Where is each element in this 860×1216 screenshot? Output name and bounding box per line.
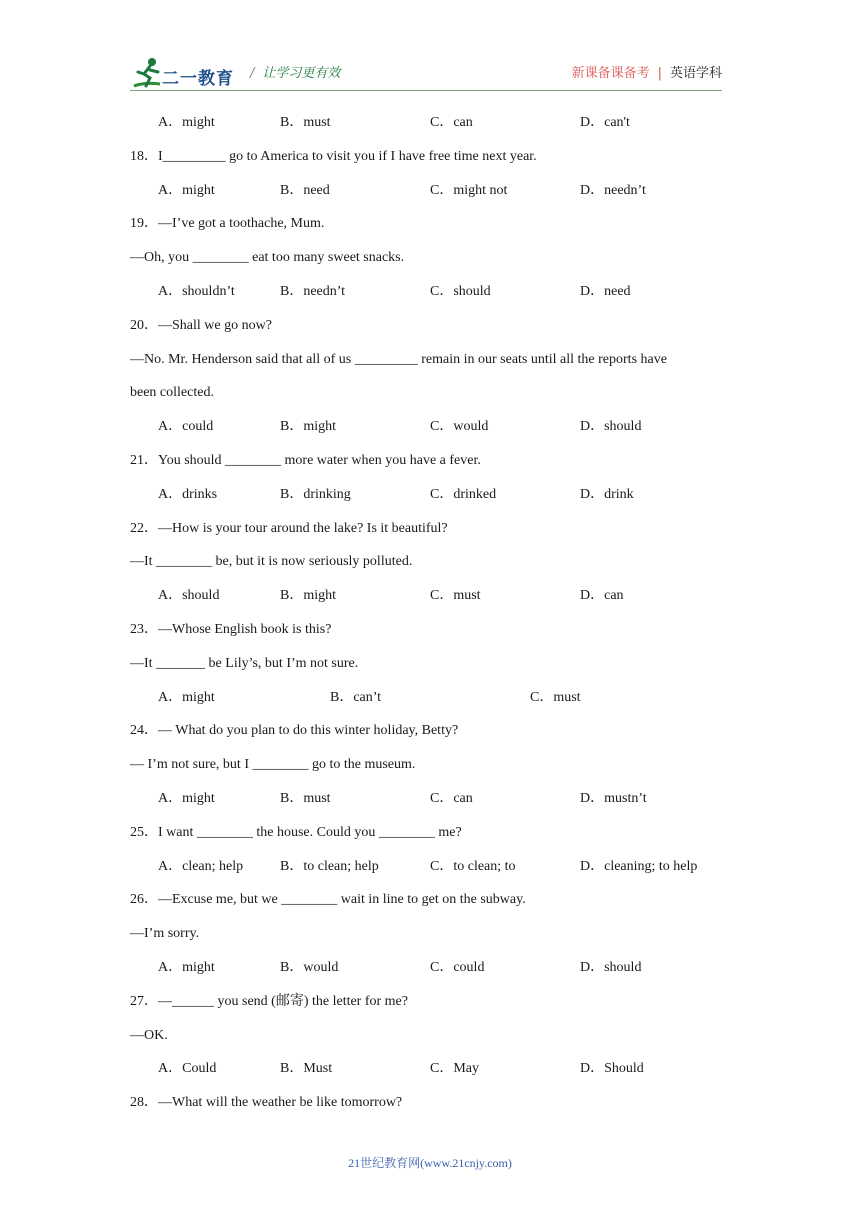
options-row: [130, 857, 730, 891]
options-row: [130, 586, 730, 620]
question-q24: [130, 721, 730, 822]
options-row: [130, 181, 730, 215]
header-subject: 新课备课备考 | 英语学科: [571, 66, 722, 81]
option-d: D．should: [580, 419, 642, 435]
option-a: A．might: [158, 115, 215, 130]
question-stem-line: been collected.: [130, 385, 214, 401]
question-stem-line: 28．—What will the weather be like tomorrow?: [130, 1095, 403, 1111]
option-b: B．needn’t: [280, 283, 346, 299]
question-stem-line: 21．You should ________ more water when you have a fever.: [130, 452, 481, 468]
option-b: B．must: [280, 790, 331, 806]
question-q20: [130, 316, 730, 451]
options-row: [130, 113, 730, 147]
option-a: A．clean; help: [158, 858, 244, 874]
option-d: D．can't: [580, 115, 630, 130]
logo-text: 二一教育: [162, 69, 234, 89]
option-a: A．might: [158, 689, 215, 705]
option-b: B．might: [280, 419, 337, 435]
page-header: [130, 56, 722, 92]
option-c: C．should: [430, 283, 491, 299]
question-stem-line: —No. Mr. Henderson said that all of us _________ remain in our seats until all the reports have: [130, 351, 667, 367]
options-row: [130, 958, 730, 992]
option-b: B．must: [280, 115, 331, 130]
option-c: C．May: [430, 1061, 479, 1077]
option-c: C．could: [430, 959, 485, 975]
question-stem-line: — I’m not sure, but I ________ go to the museum.: [130, 757, 416, 773]
option-c: C．might not: [430, 182, 508, 198]
options-row: [130, 282, 730, 316]
page-footer: 21世纪教育网(www.21cnjy.com): [348, 1156, 512, 1170]
question-q21: [130, 451, 730, 519]
slogan-text: 让学习更有效: [262, 66, 341, 81]
option-b: B．would: [280, 959, 339, 975]
header-divider: [130, 90, 722, 91]
option-b: B．to clean; help: [280, 858, 379, 874]
option-b: B．might: [280, 588, 337, 604]
header-course-label: 新课备课备考: [571, 66, 650, 81]
option-a: A．drinks: [158, 486, 218, 502]
options-row: [130, 789, 730, 823]
option-c: C．to clean; to: [430, 858, 516, 874]
question-stem-line: —It ________ be, but it is now seriously polluted.: [130, 554, 413, 570]
question-stem-line: 24．— What do you plan to do this winter holiday, Betty?: [130, 723, 459, 739]
option-d: D．can: [580, 588, 624, 604]
option-d: D．needn’t: [580, 182, 646, 198]
question-q26: [130, 890, 730, 991]
option-d: D．drink: [580, 486, 634, 502]
option-c: C．can: [430, 790, 473, 806]
question-stem-line: —Oh, you ________ eat too many sweet snacks.: [130, 250, 405, 266]
slogan: / 让学习更有效: [250, 66, 341, 81]
question-stem-line: 19．—I’ve got a toothache, Mum.: [130, 216, 325, 232]
option-c: C．must: [530, 689, 581, 705]
option-d: D．mustn’t: [580, 790, 647, 806]
question-q25: [130, 823, 730, 891]
option-a: A．might: [158, 790, 215, 806]
option-d: D．should: [580, 959, 642, 975]
question-stem-line: —It _______ be Lily’s, but I’m not sure.: [130, 655, 359, 671]
options-row: [130, 1059, 730, 1093]
question-stem-line: 25．I want ________ the house. Could you ________ me?: [130, 824, 462, 840]
option-a: A．Could: [158, 1061, 217, 1077]
option-c: C．would: [430, 419, 489, 435]
question-q28: [130, 1093, 730, 1127]
option-a: A．should: [158, 588, 220, 604]
question-q27: [130, 992, 730, 1093]
option-b: B．need: [280, 182, 330, 198]
question-stem-line: 22．—How is your tour around the lake? Is it beautiful?: [130, 520, 448, 536]
options-row: [130, 485, 730, 519]
option-d: D．need: [580, 283, 631, 299]
question-q18: [130, 147, 730, 215]
question-stem-line: 26．—Excuse me, but we ________ wait in line to get on the subway.: [130, 892, 526, 908]
options-row: [130, 417, 730, 451]
header-subject-label: 英语学科: [669, 66, 722, 81]
option-b: B．can’t: [330, 689, 382, 705]
logo: [130, 56, 242, 92]
question-list: [130, 113, 730, 1127]
question-stem-line: 23．—Whose English book is this?: [130, 621, 332, 637]
question-stem-line: 18．I_________ go to America to visit you if I have free time next year.: [130, 148, 537, 164]
question-q22: [130, 519, 730, 620]
option-d: D．Should: [580, 1061, 644, 1077]
question-q23: [130, 620, 730, 721]
option-c: C．drinked: [430, 486, 497, 502]
question-q19: [130, 214, 730, 315]
option-a: A．shouldn’t: [158, 283, 235, 299]
option-a: A．could: [158, 419, 214, 435]
option-a: A．might: [158, 959, 215, 975]
option-d: D．cleaning; to help: [580, 858, 698, 874]
question-stem-line: 20．—Shall we go now?: [130, 317, 272, 333]
question-q17: [130, 113, 730, 147]
option-a: A．might: [158, 182, 215, 198]
option-b: B．Must: [280, 1061, 333, 1077]
question-stem-line: 27．—______ you send (邮寄) the letter for me?: [130, 993, 408, 1009]
option-c: C．can: [430, 115, 473, 130]
option-b: B．drinking: [280, 486, 351, 502]
question-stem-line: —OK.: [130, 1027, 168, 1043]
question-stem-line: —I’m sorry.: [130, 926, 200, 942]
options-row: [130, 688, 730, 722]
option-c: C．must: [430, 588, 481, 604]
